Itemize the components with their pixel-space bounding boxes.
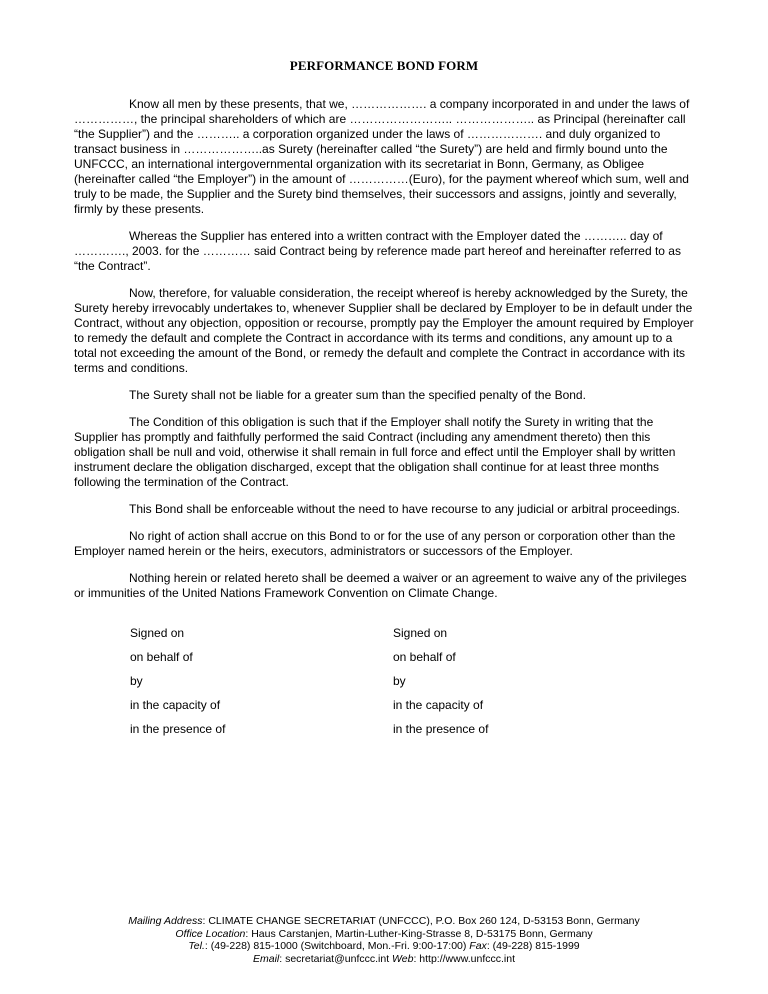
signature-left-on-behalf-of: on behalf of <box>130 650 193 664</box>
footer-mailing-address <box>0 915 768 928</box>
footer-contact <box>0 953 768 966</box>
signature-left-by: by <box>130 674 143 688</box>
paragraph-immunities: Nothing herein or related hereto shall be deemed a waiver or an agreement to waive any of the privileges or immunities of the United Nations Framework Convention on Climate Change. <box>74 571 687 600</box>
signature-left-capacity: in the capacity of <box>130 698 221 712</box>
footer-office-value: : Haus Carstanjen, Martin-Luther-King-Strasse 8, D-53175 Bonn, Germany <box>245 927 593 940</box>
paragraph-liability-limit: The Surety shall not be liable for a greater sum than the specified penalty of the Bond. <box>129 388 586 402</box>
signature-left-presence: in the presence of <box>130 722 226 736</box>
footer-email-value: : secretariat@unfccc.int <box>279 952 393 965</box>
signature-row <box>130 698 690 722</box>
signature-row <box>130 626 690 650</box>
footer <box>0 915 768 965</box>
signature-right-presence: in the presence of <box>393 722 489 736</box>
document-body <box>74 97 698 613</box>
signature-block <box>130 626 690 746</box>
footer-fax-label: Fax <box>469 940 487 952</box>
footer-web-label: Web <box>392 952 414 965</box>
footer-office-location <box>0 928 768 941</box>
footer-email-label: Email <box>252 952 280 965</box>
footer-phone <box>0 940 768 953</box>
signature-row <box>130 674 690 698</box>
signature-row <box>130 722 690 746</box>
signature-right-signed-on: Signed on <box>393 626 448 640</box>
footer-mailing-label: Mailing Address <box>128 915 203 927</box>
signature-right-on-behalf-of: on behalf of <box>393 650 456 664</box>
paragraph-right-of-action: No right of action shall accrue on this Bond to or for the use of any person or corporation other than the Employer named herein or the heirs, executors, administrators or successors of the Employer. <box>74 529 676 558</box>
document-title: PERFORMANCE BOND FORM <box>289 58 479 73</box>
footer-tel-label: Tel. <box>188 940 205 952</box>
paragraph-contract-reference: Whereas the Supplier has entered into a written contract with the Employer dated the ……….. day of …………., 2003. for the ………… said Contract being by reference made part hereof and hereinafter referred to as “the Contract”. <box>74 229 681 273</box>
footer-fax-value: : (49-228) 815-1999 <box>486 940 580 952</box>
signature-right-capacity: in the capacity of <box>393 698 484 712</box>
signature-left-signed-on: Signed on <box>130 626 185 640</box>
paragraph-enforceability: This Bond shall be enforceable without the need to have recourse to any judicial or arbitral proceedings. <box>129 502 680 516</box>
footer-tel-value: : (49-228) 815-1000 (Switchboard, Mon.-Fri. 9:00-17:00) <box>204 940 470 952</box>
footer-mailing-value: : CLIMATE CHANGE SECRETARIAT (UNFCCC), P.O. Box 260 124, D-53153 Bonn, Germany <box>202 915 640 927</box>
paragraph-surety-undertaking: Now, therefore, for valuable consideration, the receipt whereof is hereby acknowledged by the Surety, the Surety hereby irrevocably undertakes to, whenever Supplier shall be declared by Employer to be in default under the Contract, without any objection, opposition or recourse, promptly pay the Employer the amount required by Employer to remedy the default and complete the Contract in accordance with its terms and conditions, any amount up to a total not exceeding the amount of the Bond, or remedy the default and complete the Contract in accordance with its terms and conditions. <box>74 286 694 375</box>
signature-row <box>130 650 690 674</box>
paragraph-condition: The Condition of this obligation is such that if the Employer shall notify the Surety in writing that the Supplier has promptly and faithfully performed the said Contract (including any amendment thereto) then this obligation shall be null and void, otherwise it shall remain in full force and effect until the Employer shall by written instrument declare the obligation discharged, except that the obligation shall continue for at least three months following the termination of the Contract. <box>74 415 676 489</box>
footer-office-label: Office Location <box>175 927 246 940</box>
paragraph-bond-parties: Know all men by these presents, that we, ………………. a company incorporated in and under the laws of ……………, the principal shareholders of which are …………………….. ……………….. as Principal (hereinafter call “the Supplier”) and the ……….. a corporation organized under the laws of ………………. and duly organized to transact business in ………………..as Surety (hereinafter called “the Surety”) are held and firmly bound unto the UNFCCC, an international intergovernmental organization with its secretariat in Bonn, Germany, as Obligee (hereinafter called “the Employer”) in the amount of ……………(Euro), for the payment whereof which sum, well and truly to be made, the Supplier and the Surety bind themselves, their successors and assigns, jointly and severally, firmly by these presents. <box>74 97 690 216</box>
signature-right-by: by <box>393 674 406 688</box>
footer-web-value: : http://www.unfccc.int <box>413 952 515 965</box>
